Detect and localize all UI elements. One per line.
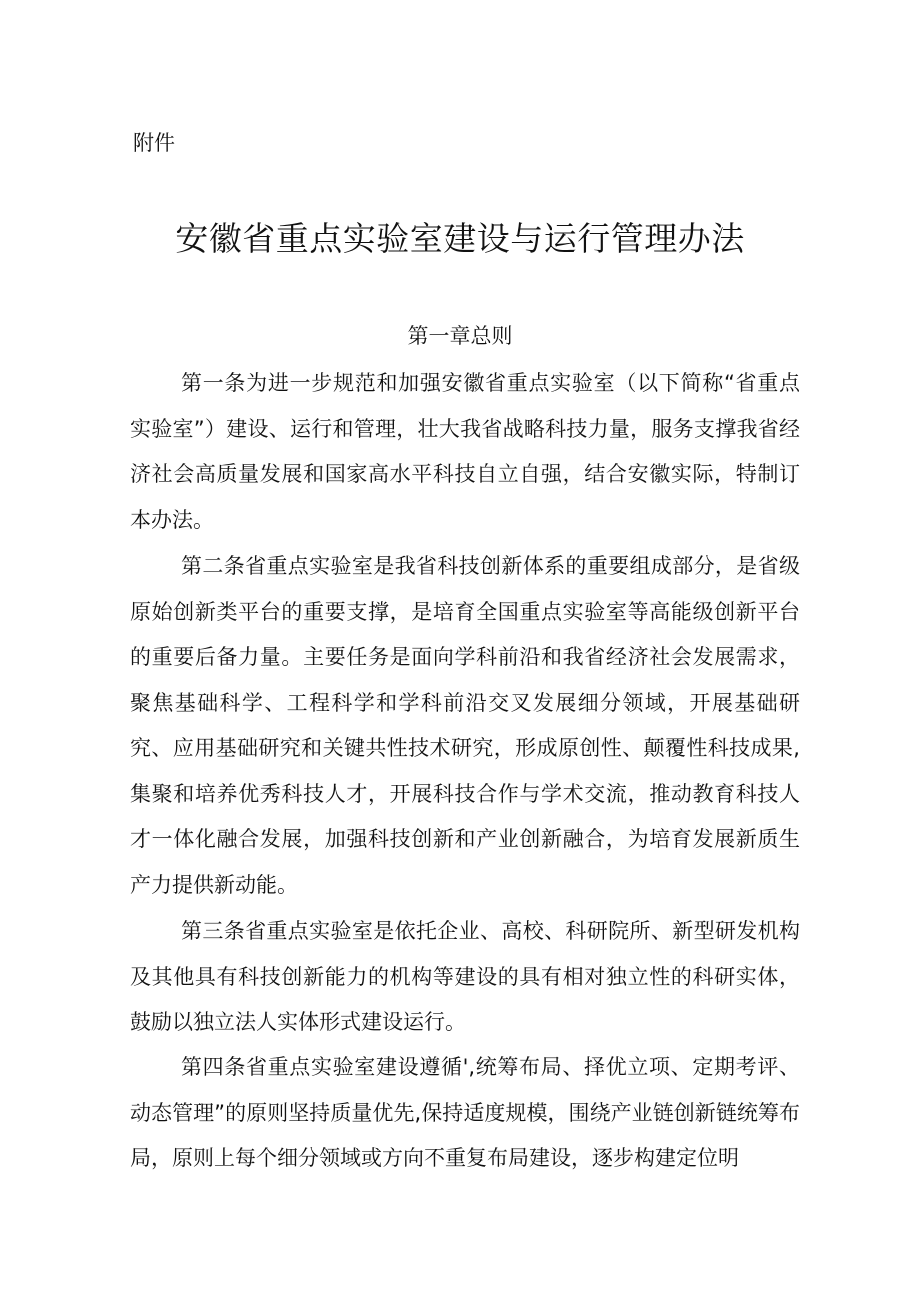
document-title: 安徽省重点实验室建设与运行管理办法 <box>175 219 745 258</box>
article-3-paragraph: 第三条省重点实验室是依托企业、高校、科研院所、新型研发机构及其他具有科技创新能力的机构等建设的具有相对独立性的科研实体，鼓励以独立法人实体形式建设运行。 <box>130 919 800 1034</box>
article-1-paragraph: 第一条为进一步规范和加强安徽省重点实验室（以下简称“省重点实验室”）建设、运行和管理，壮大我省战略科技力量，服务支撑我省经济社会高质量发展和国家高水平科技自立自强，结合安徽实际，特制订本办法。 <box>130 371 800 532</box>
chapter-heading: 第一章总则 <box>407 324 513 348</box>
attachment-label: 附件 <box>133 131 175 155</box>
article-2-paragraph: 第二条省重点实验室是我省科技创新体系的重要组成部分，是省级原始创新类平台的重要支撑，是培育全国重点实验室等高能级创新平台的重要后备力量。主要任务是面向学科前沿和我省经济社会发展需求，聚焦基础科学、工程科学和学科前沿交叉发展细分领域，开展基础研究、应用基础研究和关键共性技术研究，形成原创性、颠覆性科技成果,集聚和培养优秀科技人才，开展科技合作与学术交流，推动教育科技人才一体化融合发展，加强科技创新和产业创新融合，为培育发展新质生产力提供新动能。 <box>130 554 800 897</box>
article-4-paragraph: 第四条省重点实验室建设遵循',统筹布局、择优立项、定期考评、动态管理”的原则坚持质量优先,保持适度规模，围绕产业链创新链统筹布局，原则上每个细分领域或方向不重复布局建设，逐步构建定位明 <box>130 1055 800 1170</box>
